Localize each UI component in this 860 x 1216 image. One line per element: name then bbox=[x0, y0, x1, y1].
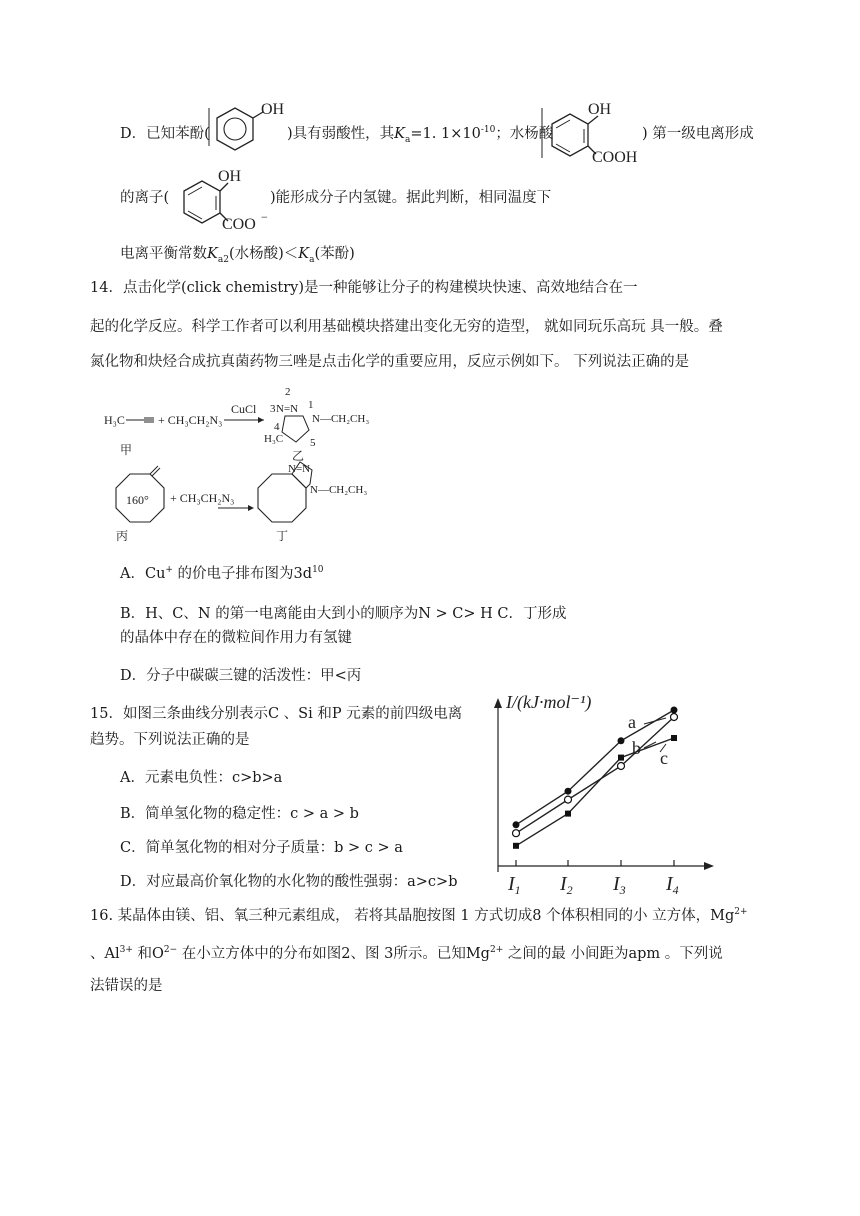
ka-symbol: K bbox=[394, 126, 406, 142]
x-tick-label: $I_4$ bbox=[666, 873, 679, 897]
x-axis-arrow bbox=[704, 862, 714, 870]
series-label-b: b bbox=[632, 738, 641, 758]
salicylic-acid-structure bbox=[538, 96, 648, 168]
point-c bbox=[513, 843, 519, 849]
label-bing: 丙 bbox=[116, 529, 129, 543]
label-ding: 丁 bbox=[276, 529, 289, 543]
q13-option-d bbox=[120, 124, 210, 144]
ka3-sub: a bbox=[309, 254, 315, 265]
text: (苯酚) bbox=[314, 246, 355, 262]
triazole-nn-d: N=N bbox=[288, 463, 311, 475]
text: )能形成分子内氢键。据此判断，相同温度下 bbox=[270, 190, 552, 206]
y-axis-arrow bbox=[494, 698, 502, 708]
triazole-n-ethyl-d: N—CH₂CH₃ bbox=[310, 484, 368, 496]
text: 在小立方体中的分布如图2、图 3所示。已知Mg bbox=[177, 946, 490, 962]
text: ) 第一级电离形成 bbox=[642, 126, 754, 142]
sup: 10 bbox=[312, 565, 324, 576]
reactant-h3c: H₃C bbox=[104, 413, 125, 427]
q15-option-b: B．简单氢化物的稳定性：c > a > b bbox=[120, 806, 359, 822]
phenol-structure bbox=[205, 100, 287, 162]
sup: 3+ bbox=[119, 945, 133, 956]
q14-line-3: 氮化物和炔烃合成抗真菌药物三唑是点击化学的重要应用，反应示例如下。 下列说法正确的是 bbox=[90, 354, 690, 370]
text: )具有弱酸性，其 bbox=[287, 126, 395, 142]
q15-line-1: 15．如图三条曲线分别表示C 、Si 和P 元素的前四级电离 bbox=[90, 706, 463, 722]
text: ；水杨酸 bbox=[495, 126, 554, 142]
text: 16. 某晶体由镁、铝、氧三种元素组成， 若将其晶胞按图 1 方式切成8 个体积相同的小 立方体，Mg bbox=[90, 908, 735, 924]
leader-a bbox=[644, 718, 666, 724]
ka2-symbol: K bbox=[207, 246, 218, 262]
point-c bbox=[618, 755, 624, 761]
atom-num-1: 1 bbox=[308, 399, 314, 411]
q14-line-1: 14．点击化学(click chemistry)是一种能够让分子的构建模块快速、高效地结合在一 bbox=[90, 280, 638, 296]
text: 的价电子排布图为3d bbox=[172, 566, 313, 582]
series-line-b bbox=[516, 717, 674, 833]
salicylic-cooh-label: COOH bbox=[592, 149, 638, 166]
q13-d-end bbox=[642, 124, 754, 144]
label-jia: 甲 bbox=[120, 443, 133, 457]
q13-d-mid bbox=[287, 124, 553, 144]
atom-num-3: 3 bbox=[270, 403, 276, 415]
ionization-energy-chart bbox=[488, 690, 728, 900]
point-c bbox=[565, 811, 571, 817]
text: D．已知苯酚( bbox=[120, 126, 210, 142]
q13-conclusion bbox=[120, 244, 355, 264]
series-line-c bbox=[516, 738, 674, 846]
q14-option-b-cont: 的晶体中存在的微粒间作用力有氢键 bbox=[120, 630, 352, 646]
series-line-a bbox=[516, 710, 674, 825]
text: 之间的最 小间距为apm 。下列说 bbox=[503, 946, 723, 962]
atom-num-4: 4 bbox=[274, 421, 280, 433]
q14-option-a bbox=[120, 564, 324, 584]
point-c bbox=[671, 735, 677, 741]
q14-option-d: D．分子中碳碳三键的活泼性：甲<丙 bbox=[120, 668, 362, 684]
ion-oh-label: OH bbox=[218, 168, 242, 185]
ion-charge-label: − bbox=[261, 210, 268, 224]
atom-num-5: 5 bbox=[310, 437, 316, 449]
x-tick-label: $I_3$ bbox=[613, 873, 626, 897]
q13-ion-suffix bbox=[270, 188, 551, 208]
text: 和O bbox=[132, 946, 164, 962]
triazole-n-ethyl: N—CH₂CH₃ bbox=[312, 413, 370, 425]
q16-line-3: 法错误的是 bbox=[90, 978, 163, 994]
point-a bbox=[618, 737, 625, 744]
ring-angle: 160° bbox=[126, 493, 149, 507]
ka-value: =1. 1×10 bbox=[410, 126, 481, 142]
ka-exponent: -10 bbox=[480, 125, 496, 136]
chart-ylabel: I/(kJ·mol⁻¹) bbox=[506, 692, 592, 712]
q15-line-2: 趋势。下列说法正确的是 bbox=[90, 732, 250, 748]
label-yi: 乙 bbox=[292, 449, 305, 463]
q14-line-2: 起的化学反应。科学工作者可以利用基础模块搭建出变化无穷的造型， 就如同玩乐高玩 具一般。叠 bbox=[90, 319, 723, 335]
ion-coo-label: COO bbox=[222, 216, 256, 233]
point-b bbox=[513, 830, 520, 837]
salicylate-ion-structure bbox=[172, 163, 274, 235]
text: A．Cu bbox=[120, 566, 166, 582]
product-h3c: H₃C bbox=[264, 433, 284, 445]
sup: 2− bbox=[163, 945, 178, 956]
x-tick-label: $I_1$ bbox=[508, 873, 521, 897]
series-label-a: a bbox=[628, 712, 636, 732]
q15-option-d: D．对应最高价氧化物的水化物的酸性强弱：a>c>b bbox=[120, 874, 458, 890]
text: 电离平衡常数 bbox=[120, 246, 207, 262]
q14-option-b: B．H、C、N 的第一电离能由大到小的顺序为N > C> H C．丁形成 bbox=[120, 606, 567, 622]
reaction-scheme bbox=[96, 380, 396, 550]
point-b bbox=[565, 796, 572, 803]
catalyst-cucl: CuCl bbox=[231, 402, 257, 416]
text: (水杨酸)＜ bbox=[228, 246, 299, 262]
q15-option-a: A．元素电负性：c>b>a bbox=[120, 770, 283, 786]
ka-sub: a bbox=[405, 134, 411, 145]
point-a bbox=[565, 788, 572, 795]
point-b bbox=[671, 714, 678, 721]
triazole-nn: N=N bbox=[276, 403, 299, 415]
q16-line-2 bbox=[90, 944, 723, 964]
text: 、Al bbox=[90, 946, 120, 962]
sup: 2+ bbox=[734, 907, 748, 918]
salicylic-oh-label: OH bbox=[588, 101, 612, 118]
sup: 2+ bbox=[489, 945, 504, 956]
text: 的离子( bbox=[120, 190, 170, 206]
series-label-c: c bbox=[660, 748, 668, 768]
atom-num-2: 2 bbox=[285, 386, 291, 398]
sup: + bbox=[165, 565, 173, 576]
reagent-ethyl-azide-1: + CH₃CH₂N₃ bbox=[158, 413, 223, 427]
q15-option-c: C．简单氢化物的相对分子质量：b > c > a bbox=[120, 840, 403, 856]
point-b bbox=[618, 763, 625, 770]
ka3-symbol: K bbox=[298, 246, 310, 262]
point-a bbox=[671, 707, 678, 714]
q16-line-1 bbox=[90, 906, 748, 926]
point-a bbox=[513, 821, 520, 828]
reagent-ethyl-azide-2: + CH₃CH₂N₃ bbox=[170, 491, 235, 505]
phenol-oh-label: OH bbox=[261, 101, 285, 118]
q13-ion-prefix bbox=[120, 188, 169, 208]
x-tick-label: $I_2$ bbox=[560, 873, 573, 897]
ka2-sub: a2 bbox=[217, 254, 229, 265]
